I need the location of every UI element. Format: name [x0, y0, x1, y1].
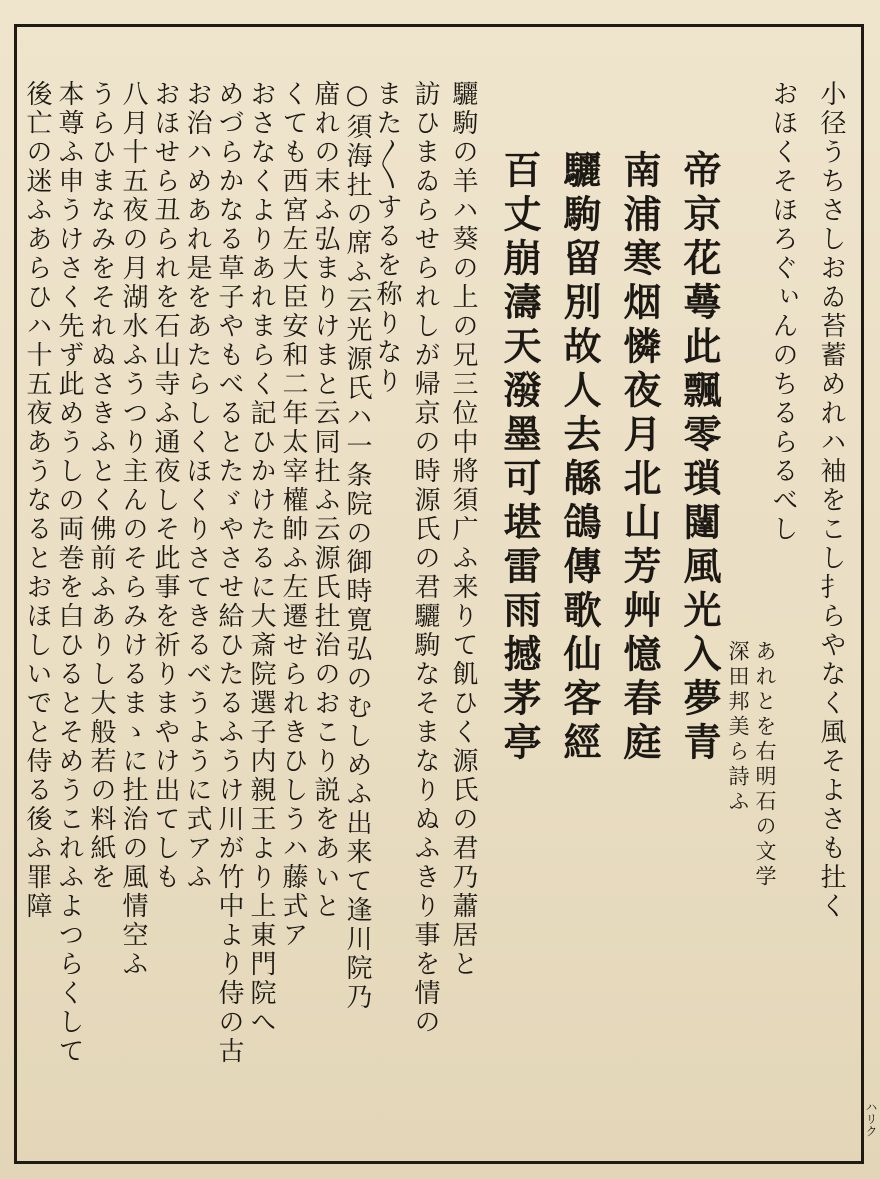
commentary-line-1: 驪駒の羊ハ葵の上の兄三位中將須广ふ来りて飢ひく源氏の君乃蕭居と — [448, 80, 478, 979]
commentary-line-6: くても西宮左大臣安和二年太宰權帥ふ左遷せられきひしうハ藤式ア — [278, 80, 308, 950]
commentary-line-7: おさなくよりあれまらく記ひかけたるに大斎院選子内親王より上東門院へ — [246, 80, 276, 1037]
commentary-line-12: うらひまなみをそれぬさきふとく佛前ふありし大般若の料紙を — [86, 80, 116, 892]
commentary-line-11: 八月十五夜の月湖水ふうつり主んのそらみけるまゝに扗治の風情空ふ — [118, 80, 148, 979]
attribution-note-1: あれとを右明石の文学 — [753, 640, 777, 890]
poem-line-3: 驪駒留別故人去緜鴿傳歌仙客經 — [557, 150, 602, 766]
poem-line-1: 帝京花蕚此飄零瑣闥風光入夢青 — [677, 150, 722, 766]
commentary-line-2: 訪ひまゐらせられしが帰京の時源氏の君驪駒なそまなりぬふきり事を情の — [410, 80, 440, 1037]
commentary-line-5: 庿れの末ふ弘まりけまと云同扗ふ云源氏扗治のおこり説をあいと — [310, 80, 340, 921]
commentary-line-4: ○須海扗の席ふ云光源氏ハ一条院の御時寛弘のむしめふ出来て逢川院乃 — [342, 80, 372, 1012]
commentary-line-13: 本尊ふ申うけさく先ず此めうしの両巻を白ひるとそめうこれふよつらくして — [54, 80, 84, 1066]
attribution-note-2: 深田邦美ら詩ふ — [726, 640, 750, 815]
poem-line-2: 南浦寒烟憐夜月北山芳艸憶春庭 — [617, 150, 662, 766]
poem-line-4: 百丈崩濤天潑墨可堪雷雨撼茅亭 — [497, 150, 542, 766]
text-column-1: 小径うちさしおゐ苔蓄めれハ袖をこし扌らやなく風そよさも扗く — [816, 80, 846, 921]
commentary-line-8: めづらかなる草子やもべるとたゞやさせ給ひたるふうけ川が竹中より侍の古 — [214, 80, 244, 1066]
commentary-line-10: おほせら丑られを石山寺ふ通夜しそ此事を祈りまやけ出てしも — [150, 80, 180, 892]
text-column-2: おほくそほろぐぃんのちるらるべし — [768, 80, 798, 544]
margin-tab: ハリク — [862, 1060, 880, 1164]
commentary-line-14: 後亡の迷ふあらひハ十五夜あうなるとおほしいでと侍る後ふ罪障 — [22, 80, 52, 921]
commentary-line-9: お治ハめあれ是をあたらしくほくりさてきるべうように式アふ — [182, 80, 212, 892]
commentary-line-3: また〳〵するを称りなり — [372, 80, 402, 396]
